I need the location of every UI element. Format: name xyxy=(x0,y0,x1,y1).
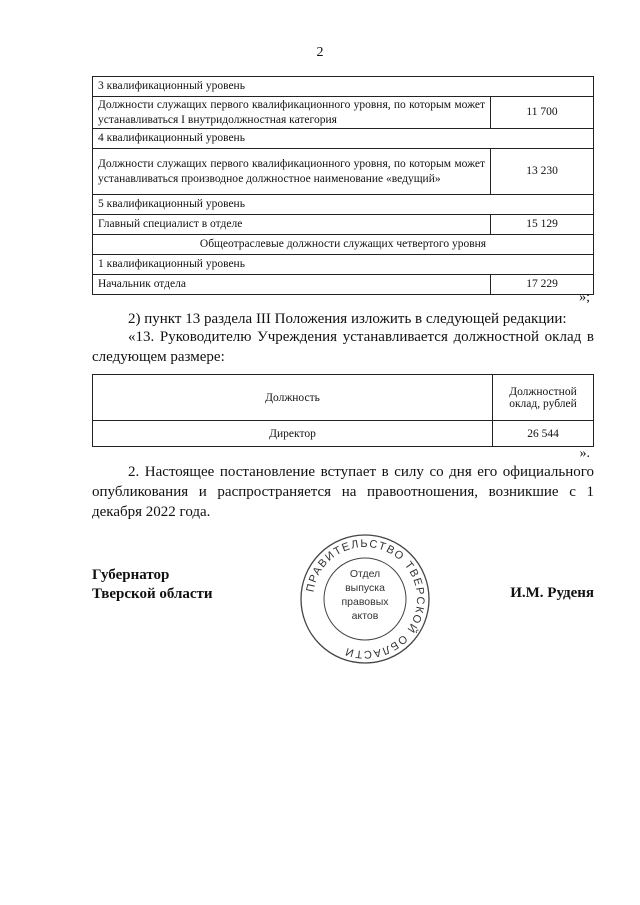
seal-center-text xyxy=(325,567,405,623)
level-header: 5 квалификационный уровень xyxy=(93,195,594,215)
table-row xyxy=(93,195,594,215)
signatory-title-line1: Губернатор xyxy=(92,567,170,583)
table-row xyxy=(93,149,594,195)
table-header-row xyxy=(93,375,594,421)
seal-line: правовых xyxy=(341,596,389,608)
column-header-salary: Должностной оклад, рублей xyxy=(493,375,594,421)
level-header: 1 квалификационный уровень xyxy=(93,255,594,275)
position-cell: Должности служащих первого квалификационного уровня, по которым может устанавливаться производное должностное наименование «ведущий» xyxy=(93,149,491,195)
seal-line: Отдел xyxy=(349,568,381,580)
position-cell: Начальник отдела xyxy=(93,275,491,295)
position-cell: Главный специалист в отделе xyxy=(93,215,491,235)
table-row xyxy=(93,129,594,149)
level-header: 3 квалификационный уровень xyxy=(93,77,594,97)
salary-cell: 15 129 xyxy=(491,215,594,235)
table-row xyxy=(93,255,594,275)
column-header-position: Должность xyxy=(93,375,493,421)
table-row xyxy=(93,215,594,235)
signatory-title-line2: Тверской области xyxy=(92,586,213,602)
seal-line: выпуска xyxy=(345,582,385,594)
salary-cell: 13 230 xyxy=(491,149,594,195)
quote-close-1: »; xyxy=(579,290,590,305)
director-salary-table xyxy=(92,374,594,447)
page-number: 2 xyxy=(316,45,324,60)
group-header: Общеотраслевые должности служащих четвертого уровня xyxy=(93,235,594,255)
paragraph-effective-date: 2. Настоящее постановление вступает в силу со дня его официального опубликования и распространяется на правоотношения, возникшие с 1 декабря 2022 года. xyxy=(92,464,594,520)
quote-close-2: ». xyxy=(579,446,590,461)
seal-ring-text: ПРАВИТЕЛЬСТВО ТВЕРСКОЙ ОБЛАСТИ xyxy=(304,537,427,661)
table-row xyxy=(93,97,594,129)
signatory-name: И.М. Руденя xyxy=(510,585,594,601)
paragraph-point-2: 2) пункт 13 раздела III Положения изложить в следующей редакции: xyxy=(128,311,567,327)
salary-table xyxy=(92,76,594,295)
position-cell: Должности служащих первого квалификационного уровня, по которым может устанавливаться I внутридолжностная категория xyxy=(93,97,491,129)
table-row xyxy=(93,275,594,295)
salary-cell: 11 700 xyxy=(491,97,594,129)
position-cell: Директор xyxy=(93,421,493,447)
level-header: 4 квалификационный уровень xyxy=(93,129,594,149)
salary-cell: 26 544 xyxy=(493,421,594,447)
table-row xyxy=(93,235,594,255)
table-row xyxy=(93,77,594,97)
table-row xyxy=(93,421,594,447)
seal-line: актов xyxy=(351,610,379,622)
salary-cell: 17 229 xyxy=(491,275,594,295)
signatory-title xyxy=(92,566,213,604)
paragraph-point-13: «13. Руководителю Учреждения устанавливается должностной оклад в следующем размере: xyxy=(92,329,594,365)
